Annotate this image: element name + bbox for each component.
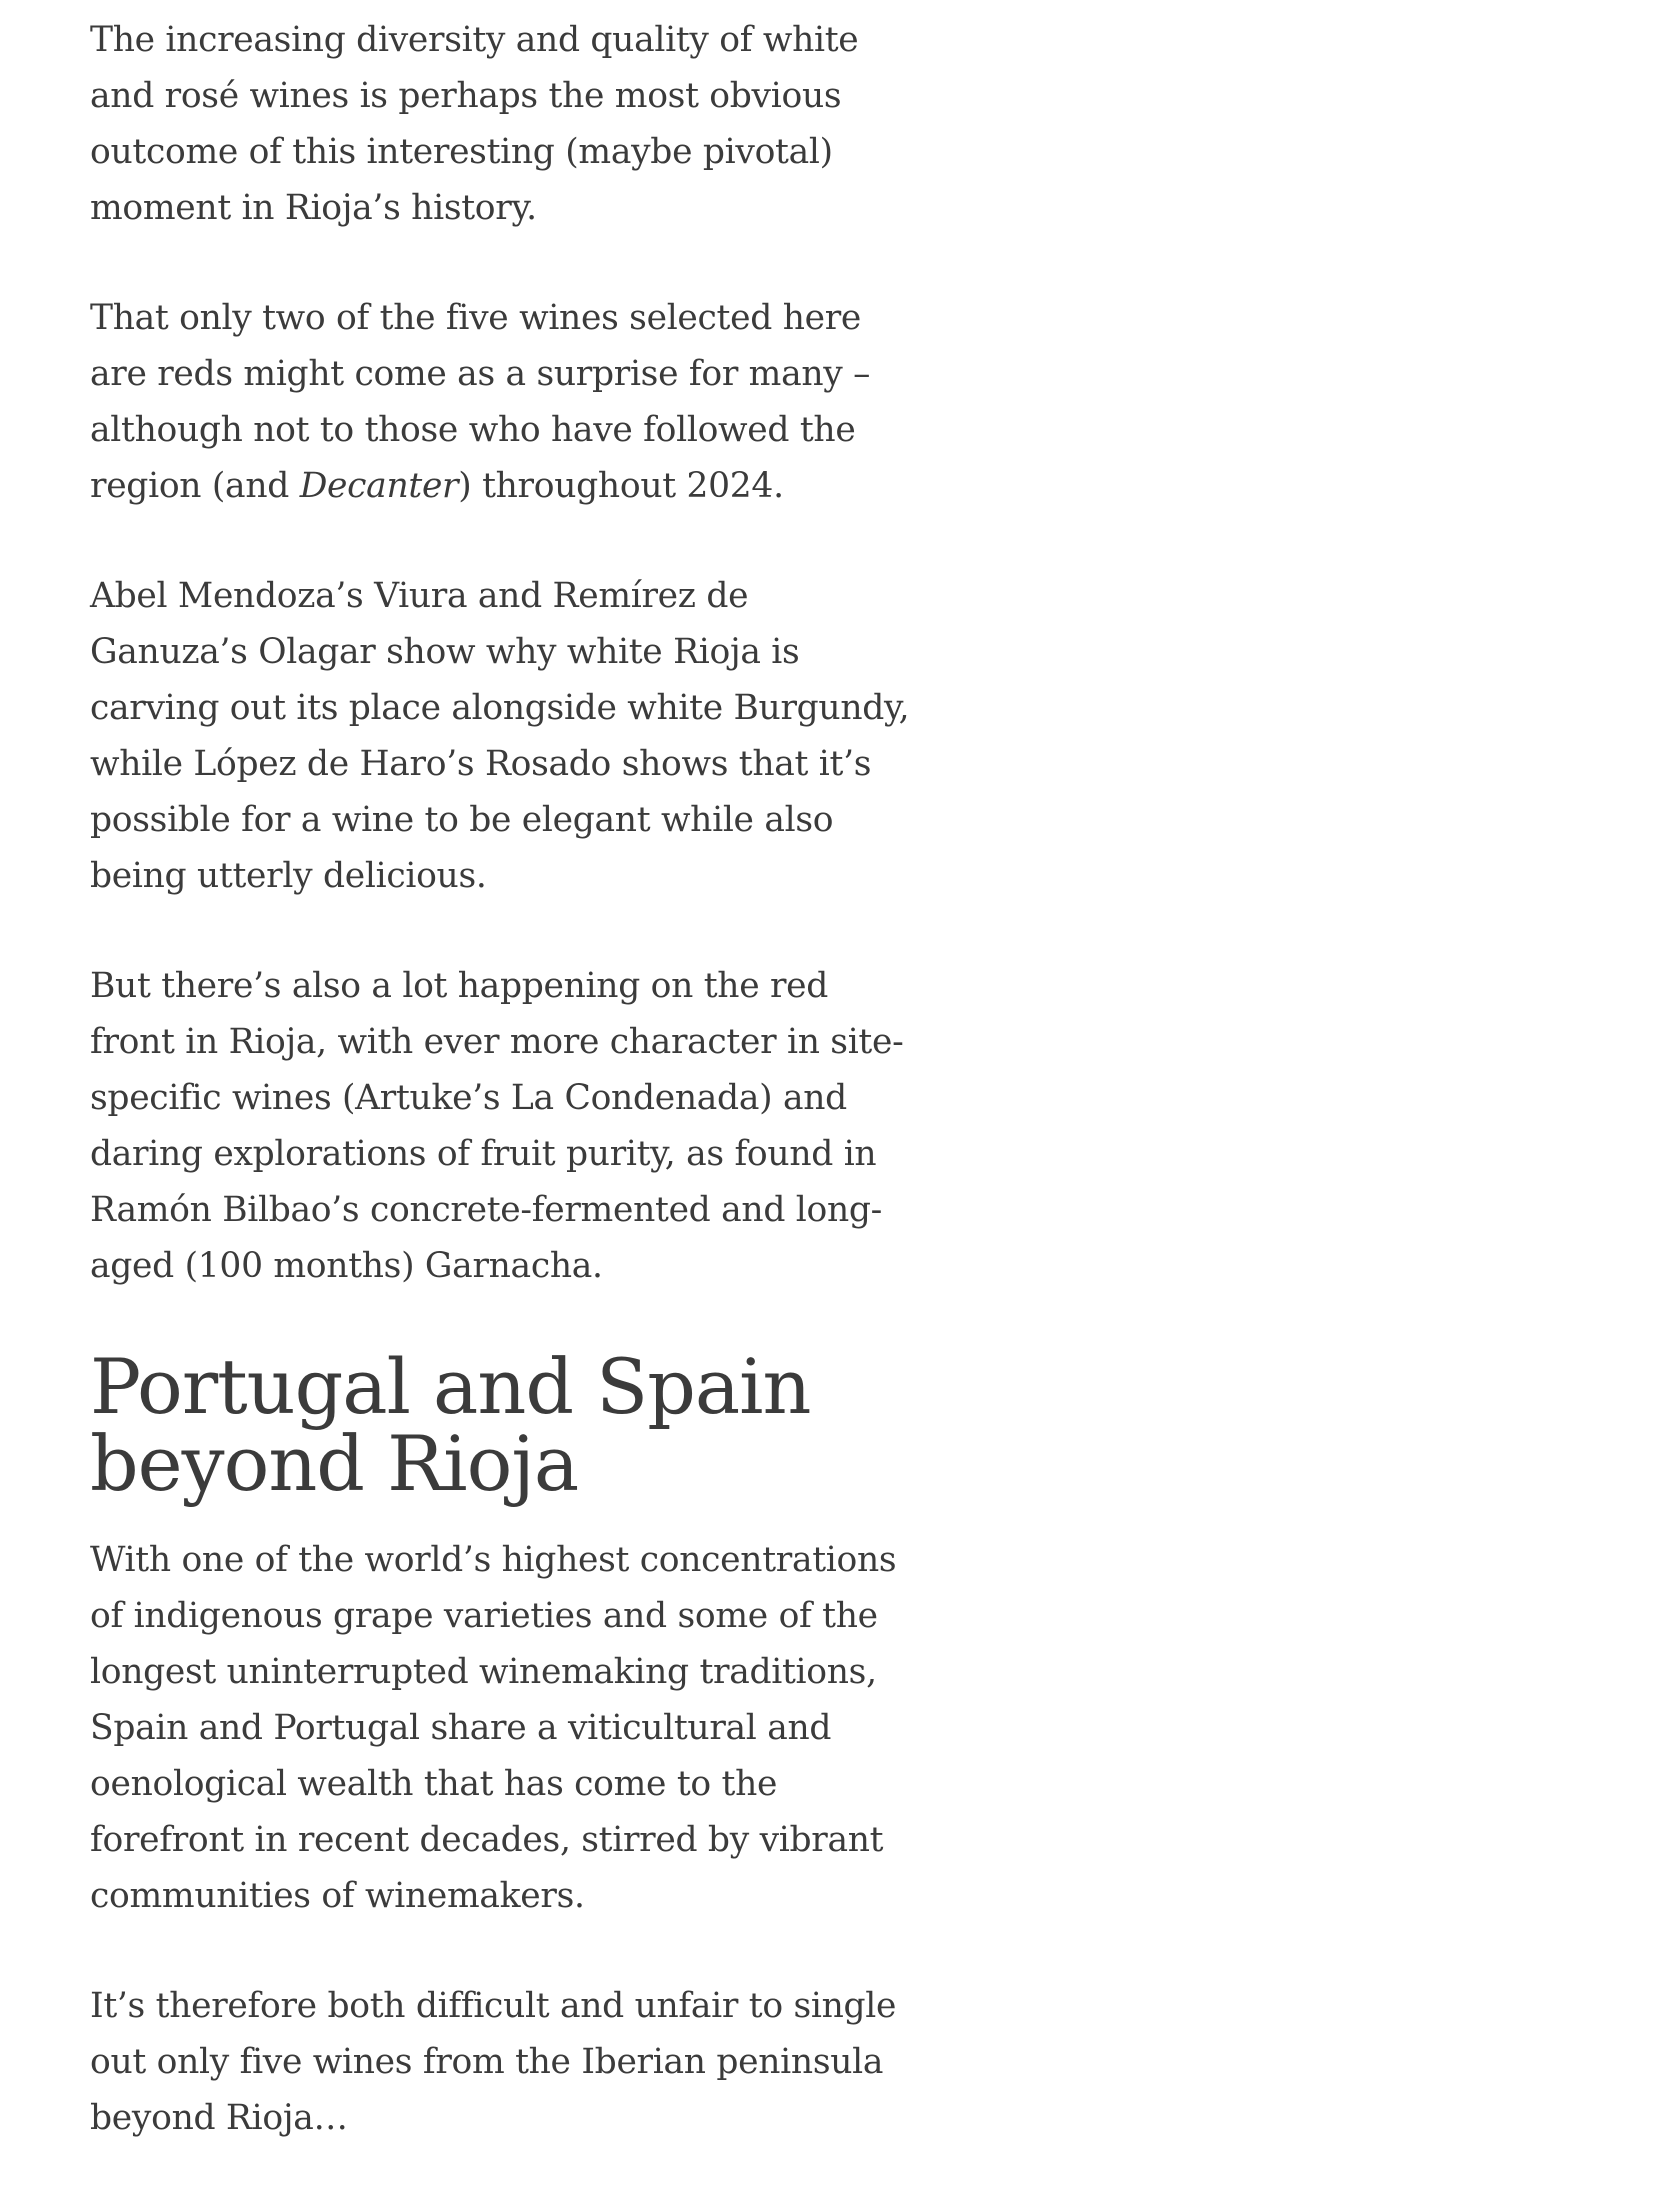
paragraph-iberian-wealth: With one of the world’s highest concentrations of indigenous grape varieties and some of the longest uninterrupted winemaking traditions, Spain and Portugal share a viticultural and oenological wealth that has come to the forefront in recent decades, stirred by vibrant communities of winemakers. (90, 1540, 897, 1916)
paragraph-text: That only two of the five wines selected here are reds might come as a surprise for many – although not to those who have followed the region (and (90, 298, 871, 506)
paragraph-two-reds (90, 290, 910, 514)
paragraph-white-rose-diversity: The increasing diversity and quality of white and rosé wines is perhaps the most obvious outcome of this interesting (maybe pivotal) moment in Rioja’s history. (90, 20, 859, 228)
article-body (90, 12, 910, 2200)
paragraph-red-front: But there’s also a lot happening on the red front in Rioja, with ever more character in site-specific wines (Artuke’s La Condenada) and daring explorations of fruit purity, as found in Ramón Bilbao’s concrete-fermented and long-aged (100 months) Garnacha. (90, 966, 904, 1286)
paragraph-five-wines: It’s therefore both difficult and unfair to single out only five wines from the Iberian peninsula beyond Rioja… (90, 1986, 897, 2138)
paragraph-white-rioja: Abel Mendoza’s Viura and Remírez de Ganuza’s Olagar show why white Rioja is carving out its place alongside white Burgundy, while López de Haro’s Rosado shows that it’s possible for a wine to be elegant while also being utterly delicious. (90, 576, 910, 896)
section-heading: Portugal and Spain beyond Rioja (90, 1342, 811, 1508)
paragraph-text: ) throughout 2024. (458, 466, 784, 506)
publication-name-emphasis: Decanter (299, 466, 459, 506)
